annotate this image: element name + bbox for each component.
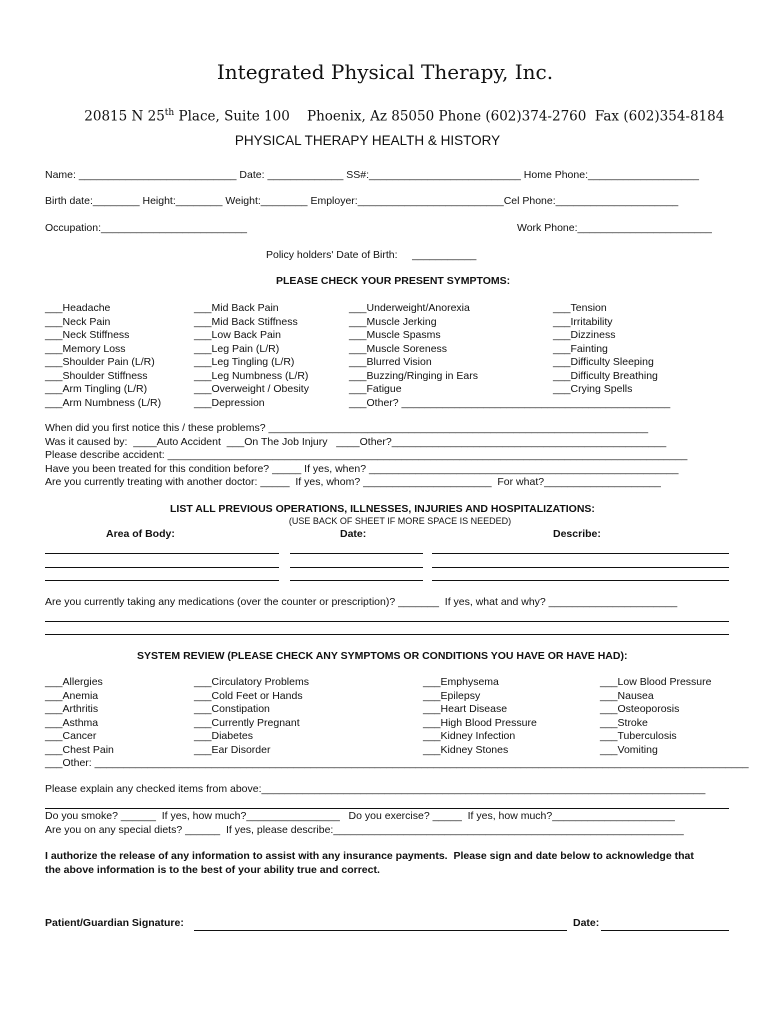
symptom-checkbox[interactable]: ___Fatigue [349,383,402,395]
condition-checkbox[interactable]: ___High Blood Pressure [423,716,537,729]
symptom-checkbox[interactable]: ___Difficulty Sleeping [553,356,654,368]
symptom-checkbox[interactable]: ___Shoulder Pain (L/R) [45,356,155,368]
symptom-checkbox[interactable]: ___Muscle Spasms [349,329,441,341]
symptom-checkbox[interactable]: ___Irritability [553,315,613,328]
condition-checkbox[interactable]: ___Arthritis [45,703,99,715]
operations-heading: LIST ALL PREVIOUS OPERATIONS, ILLNESSES, INJURIES AND HOSPITALIZATIONS: [170,503,595,515]
info-work-phone[interactable]: Work Phone:_______________________ [517,222,712,234]
medications-field[interactable]: Are you currently taking any medications (over the counter or prescription)? _______ If yes, what and why? ______________________ [45,596,678,608]
symptom-checkbox[interactable]: ___Crying Spells [553,383,633,395]
operation-area-line[interactable] [45,553,279,554]
symptom-checkbox[interactable]: ___Tension [553,302,607,314]
info-row-name-date-ss-phone[interactable]: Name: ___________________________ Date: _____________ SS#:__________________________ Home Phone:___________________ [45,169,699,181]
condition-checkbox[interactable]: ___Vomiting [600,743,658,756]
operation-describe-line[interactable] [432,580,729,581]
condition-checkbox[interactable]: ___Heart Disease [423,703,508,715]
symptom-checkbox[interactable]: ___Leg Pain (L/R) [194,342,280,355]
symptom-checkbox[interactable]: ___Muscle Jerking [349,315,437,328]
operation-date-line[interactable] [290,553,423,554]
condition-checkbox[interactable]: ___Low Blood Pressure [600,676,712,688]
condition-checkbox[interactable]: ___Constipation [194,703,270,715]
company-address [0,92,770,125]
system-review-column-4 [600,676,712,757]
condition-checkbox[interactable]: ___Circulatory Problems [194,676,309,688]
operation-area-line[interactable] [45,580,279,581]
condition-checkbox[interactable]: ___Cold Feet or Hands [194,689,303,702]
condition-checkbox[interactable]: ___Diabetes [194,730,253,742]
symptom-checkbox[interactable]: ___Shoulder Stiffness [45,369,148,382]
company-name: Integrated Physical Therapy, Inc. [216,60,554,84]
symptom-checkbox[interactable]: ___Blurred Vision [349,356,432,368]
condition-checkbox[interactable]: ___Chest Pain [45,743,114,756]
address-suffix: th [164,108,175,118]
medications-line[interactable] [45,634,729,635]
symptom-checkbox[interactable]: ___Mid Back Pain [194,302,279,314]
condition-checkbox[interactable]: ___Anemia [45,689,99,702]
condition-checkbox[interactable]: ___Tuberculosis [600,730,677,742]
condition-checkbox[interactable]: ___Ear Disorder [194,743,271,756]
symptom-checkbox[interactable]: ___Headache [45,302,111,314]
special-diets-field[interactable]: Are you on any special diets? ______ If yes, please describe:____________________________________________________________ [45,824,684,836]
symptom-checkbox[interactable]: ___Leg Numbness (L/R) [194,369,309,382]
condition-checkbox[interactable]: ___Kidney Stones [423,743,509,756]
condition-checkbox[interactable]: ___Emphysema [423,676,499,688]
symptom-checkbox[interactable]: ___Leg Tingling (L/R) [194,356,295,368]
authorization-text-line-1: I authorize the release of any information to assist with any insurance payments. Please sign and date below to acknowledge that [45,850,694,862]
operations-note: (USE BACK OF SHEET IF MORE SPACE IS NEEDED) [288,516,512,526]
condition-checkbox[interactable]: ___Epilepsy [423,689,481,702]
condition-other-field[interactable]: ___Other: ________________________________________________________________________________________________________________ [45,757,749,769]
symptom-checkbox[interactable]: ___Depression [194,396,265,409]
info-row-birth-height-weight[interactable]: Birth date:________ Height:________ Weight:________ Employer:_________________________Cel Phone:_____________________ [45,195,679,207]
symptom-checkbox[interactable]: ___Fainting [553,342,608,355]
symptom-checkbox[interactable]: ___Overweight / Obesity [194,383,309,395]
date-header: Date: [340,528,367,540]
operation-date-line[interactable] [290,567,423,568]
symptom-checkbox[interactable]: ___Arm Tingling (L/R) [45,383,148,395]
smoke-exercise-field[interactable]: Do you smoke? ______ If yes, how much?________________ Do you exercise? _____ If yes, how much?_____________________ [45,810,675,822]
problem-questions [45,422,687,490]
symptom-checkbox[interactable]: ___Neck Pain [45,315,111,328]
system-review-heading: SYSTEM REVIEW (PLEASE CHECK ANY SYMPTOMS OR CONDITIONS YOU HAVE OR HAVE HAD): [137,650,628,662]
symptoms-column-1 [45,302,161,410]
operation-area-line[interactable] [45,567,279,568]
form-title: PHYSICAL THERAPY HEALTH & HISTORY [234,133,501,148]
condition-checkbox[interactable]: ___Osteoporosis [600,703,680,715]
condition-checkbox[interactable]: ___Stroke [600,716,648,729]
system-review-column-3 [423,676,537,757]
symptoms-column-2 [194,302,309,410]
symptom-other-field[interactable]: ___Other? ______________________________________________ [349,396,671,409]
symptoms-heading: PLEASE CHECK YOUR PRESENT SYMPTOMS: [276,275,511,287]
authorization-text-line-2: the above information is to the best of your ability true and correct. [45,864,380,876]
condition-checkbox[interactable]: ___Kidney Infection [423,730,516,742]
symptom-checkbox[interactable]: ___Underweight/Anorexia [349,302,470,314]
symptom-checkbox[interactable]: ___Dizziness [553,329,616,341]
condition-checkbox[interactable]: ___Nausea [600,689,654,702]
symptom-checkbox[interactable]: ___Mid Back Stiffness [194,315,298,328]
symptom-checkbox[interactable]: ___Muscle Soreness [349,342,448,355]
signature-label: Patient/Guardian Signature: [45,917,184,929]
medications-line[interactable] [45,621,729,622]
info-occupation[interactable]: Occupation:_________________________ [45,222,248,234]
symptom-checkbox[interactable]: ___Buzzing/Ringing in Ears [349,369,478,382]
system-review-column-2 [194,676,309,757]
condition-checkbox[interactable]: ___Currently Pregnant [194,716,300,729]
address-street: 20815 N 25 [84,108,165,125]
symptom-checkbox[interactable]: ___Neck Stiffness [45,329,130,341]
explain-checked-items-field[interactable]: Please explain any checked items from above:____________________________________________________________________________ [45,783,706,795]
first-notice-field[interactable]: When did you first notice this / these problems? _________________________________________________________________ [45,422,649,434]
cause-field[interactable]: Was it caused by: ____Auto Accident ___On The Job Injury ____Other?_______________________________________________ [45,435,667,448]
info-policy-holder-dob[interactable]: Policy holders' Date of Birth: ___________ [266,249,477,261]
area-of-body-header: Area of Body: [106,528,175,540]
signature-date-line[interactable] [601,930,729,931]
accident-description-field[interactable]: Please describe accident: _________________________________________________________________________________________ [45,449,688,461]
symptom-checkbox[interactable]: ___Low Back Pain [194,329,281,341]
operation-describe-line[interactable] [432,567,729,568]
signature-date-label: Date: [573,917,600,929]
condition-checkbox[interactable]: ___Cancer [45,730,97,742]
operation-describe-line[interactable] [432,553,729,554]
symptom-checkbox[interactable]: ___Memory Loss [45,342,126,355]
other-doctor-field[interactable]: Are you currently treating with another doctor: _____ If yes, whom? ______________________ For what?____________________ [45,476,661,488]
describe-header: Describe: [553,528,601,540]
condition-checkbox[interactable]: ___Allergies [45,676,103,688]
address-contact: Place, Suite 100 Phoenix, Az 85050 Phone (602)374-2760 Fax (602)354-8184 [174,108,725,125]
symptom-checkbox[interactable]: ___Arm Numbness (L/R) [45,396,162,409]
signature-line[interactable] [194,930,567,931]
symptoms-column-4 [553,302,658,397]
condition-checkbox[interactable]: ___Asthma [45,716,99,729]
treated-before-field[interactable]: Have you been treated for this condition before? _____ If yes, when? _____________________________________________________ [45,462,679,475]
explain-line[interactable] [45,808,729,809]
operation-date-line[interactable] [290,580,423,581]
symptom-checkbox[interactable]: ___Difficulty Breathing [553,369,658,382]
